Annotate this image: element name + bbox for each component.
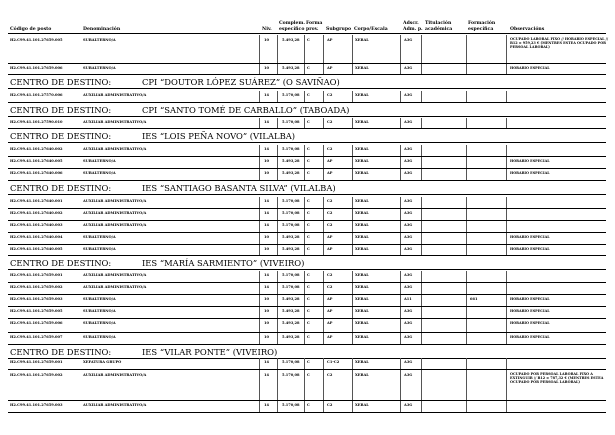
cell-observacions: HORARIO ESPECIAL bbox=[510, 159, 550, 163]
cell-forma: C bbox=[307, 373, 310, 377]
column-divider bbox=[506, 370, 507, 401]
cell-complemento: 5.170,08 bbox=[282, 120, 300, 124]
cell-codigo: H2.C99.41.101.27659.007 bbox=[10, 335, 63, 339]
header-adscripcion-l2: Adm. p. bbox=[403, 27, 423, 32]
cell-codigo: H2.C99.41.101.27659.002 bbox=[10, 373, 63, 377]
cell-denominacion: SUBALTERNO/A bbox=[83, 297, 116, 301]
row-rule bbox=[8, 344, 606, 345]
cell-nivel: 14 bbox=[264, 285, 270, 289]
row-rule bbox=[8, 294, 606, 295]
cell-codigo: H2.C99.41.101.27659.006 bbox=[10, 66, 63, 70]
cell-complemento: 5.493,28 bbox=[282, 247, 300, 251]
cell-corpo: XERAL bbox=[355, 360, 369, 364]
cell-forma: C bbox=[307, 66, 310, 70]
cell-codigo: H2.C99.41.101.27659.006 bbox=[10, 321, 63, 325]
cell-subgrupo: AP bbox=[327, 66, 333, 70]
cell-complemento: 5.493,28 bbox=[282, 321, 300, 325]
cell-nivel: 10 bbox=[264, 335, 270, 339]
cell-codigo: H2.C99.41.101.27570.006 bbox=[10, 93, 63, 97]
column-divider bbox=[352, 370, 353, 401]
cell-corpo: XERAL bbox=[355, 273, 369, 277]
cell-corpo: XERAL bbox=[355, 38, 369, 42]
cell-forma: C bbox=[307, 360, 310, 364]
centro-destino-heading bbox=[10, 78, 340, 87]
column-divider bbox=[277, 370, 278, 401]
cell-denominacion: AUXILIAR ADMINISTRATIVO/A bbox=[83, 199, 147, 203]
cell-forma: C bbox=[307, 335, 310, 339]
cell-subgrupo: AP bbox=[327, 309, 333, 313]
cell-forma: C bbox=[307, 309, 310, 313]
cell-observacions: HORARIO ESPECIAL bbox=[510, 309, 550, 313]
cell-formacion: 661 bbox=[470, 297, 478, 301]
column-divider bbox=[421, 370, 422, 401]
cell-corpo: XERAL bbox=[355, 335, 369, 339]
cell-adscripcion: A11 bbox=[404, 297, 412, 301]
cell-subgrupo: AP bbox=[327, 247, 333, 251]
cell-observacions: HORARIO ESPECIAL bbox=[510, 235, 550, 239]
cell-adscripcion: A3G bbox=[404, 285, 413, 289]
cell-nivel: 10 bbox=[264, 171, 270, 175]
column-divider bbox=[400, 35, 401, 64]
cell-adscripcion: A3G bbox=[404, 38, 413, 42]
cell-complemento: 5.170,08 bbox=[282, 403, 300, 407]
cell-complemento: 5.170,08 bbox=[282, 211, 300, 215]
cell-subgrupo: C2 bbox=[327, 273, 333, 277]
cell-denominacion: SUBALTERNO/A bbox=[83, 171, 116, 175]
row-rule bbox=[8, 244, 606, 245]
row-rule bbox=[8, 255, 606, 256]
centro-destino-label: CENTRO DE DESTINO: bbox=[10, 347, 112, 357]
cell-subgrupo: C2 bbox=[327, 285, 333, 289]
row-rule bbox=[8, 180, 606, 181]
cell-codigo: H2.C99.41.101.27659.003 bbox=[10, 297, 63, 301]
cell-nivel: 14 bbox=[264, 120, 270, 124]
cell-forma: C bbox=[307, 120, 310, 124]
header-subgrupo: Subgrupo bbox=[326, 27, 352, 32]
cell-adscripcion: A3G bbox=[404, 360, 413, 364]
centro-destino-title: CPI “SANTO TOMÉ DE CARBALLO” (TABOADA) bbox=[142, 105, 350, 115]
row-rule bbox=[8, 232, 606, 233]
cell-subgrupo: AP bbox=[327, 321, 333, 325]
cell-corpo: XERAL bbox=[355, 147, 369, 151]
cell-subgrupo: C2 bbox=[327, 373, 333, 377]
row-rule bbox=[8, 208, 606, 209]
cell-subgrupo: C2 bbox=[327, 120, 333, 124]
row-rule bbox=[8, 63, 606, 64]
cell-complemento: 5.493,28 bbox=[282, 66, 300, 70]
column-divider bbox=[421, 35, 422, 64]
cell-denominacion: AUXILIAR ADMINISTRATIVO/A bbox=[83, 403, 147, 407]
cell-adscripcion: A3G bbox=[404, 93, 413, 97]
column-divider bbox=[304, 370, 305, 401]
column-divider bbox=[259, 370, 260, 401]
cell-complemento: 5.493,28 bbox=[282, 297, 300, 301]
cell-complemento: 5.170,08 bbox=[282, 147, 300, 151]
column-divider bbox=[323, 370, 324, 401]
cell-adscripcion: A3G bbox=[404, 171, 413, 175]
centro-destino-title: IES “SANTIAGO BASANTA SILVA” (VILALBA) bbox=[142, 183, 336, 193]
cell-codigo: H2.C99.41.101.27659.003 bbox=[10, 403, 63, 407]
header-formacion-l2: específica bbox=[468, 27, 494, 32]
cell-adscripcion: A3G bbox=[404, 273, 413, 277]
cell-denominacion: AUXILIAR ADMINISTRATIVO/A bbox=[83, 120, 147, 124]
cell-codigo: H2.C99.41.101.27659.001 bbox=[10, 273, 63, 277]
cell-forma: C bbox=[307, 285, 310, 289]
centro-destino-title: IES “MARÍA SARMIENTO” (VIVEIRO) bbox=[142, 258, 305, 268]
cell-denominacion: SUBALTERNO/A bbox=[83, 335, 116, 339]
header-adscripcion-l1: Adscr. bbox=[403, 21, 419, 26]
cell-forma: C bbox=[307, 147, 310, 151]
cell-corpo: XERAL bbox=[355, 285, 369, 289]
cell-adscripcion: A3G bbox=[404, 321, 413, 325]
cell-nivel: 14 bbox=[264, 199, 270, 203]
cell-adscripcion: A3G bbox=[404, 335, 413, 339]
cell-denominacion: SUBALTERNO/A bbox=[83, 66, 116, 70]
cell-subgrupo: AP bbox=[327, 171, 333, 175]
cell-adscripcion: A3G bbox=[404, 223, 413, 227]
cell-denominacion: AUXILIAR ADMINISTRATIVO/A bbox=[83, 273, 147, 277]
cell-corpo: XERAL bbox=[355, 321, 369, 325]
header-forma-l1: Forma bbox=[306, 21, 323, 26]
cell-subgrupo: AP bbox=[327, 335, 333, 339]
column-divider bbox=[304, 35, 305, 64]
cell-nivel: 10 bbox=[264, 235, 270, 239]
cell-complemento: 5.493,28 bbox=[282, 309, 300, 313]
cell-corpo: XERAL bbox=[355, 211, 369, 215]
centro-destino-heading bbox=[10, 132, 295, 141]
cell-forma: C bbox=[307, 403, 310, 407]
cell-codigo: H2.C99.41.101.27640.004 bbox=[10, 235, 63, 239]
header-nivel: Niv. bbox=[262, 27, 272, 32]
cell-observacions: OCUPADO LABORAL FIXO // HORARIO ESPECIAL // B12 = 959,23 € (MENTRES ESTEA OCUPADO POR PERSOAL LABORAL) bbox=[510, 37, 609, 50]
header-titulacion-l2: académica bbox=[425, 27, 453, 32]
cell-codigo: H2.C99.41.101.27640.002 bbox=[10, 147, 63, 151]
cell-observacions: OCUPADO POR PERSOAL LABORAL FIXO A EXTINGUIR // B12 = 787,32 € (MENTRES ESTEA OCUPADO POR PERSOAL LABORAL) bbox=[510, 372, 604, 385]
section-rule bbox=[8, 116, 606, 117]
cell-codigo: H2.C99.41.101.27640.005 bbox=[10, 159, 63, 163]
cell-adscripcion: A3G bbox=[404, 247, 413, 251]
cell-subgrupo: C2 bbox=[327, 211, 333, 215]
cell-subgrupo: C2 bbox=[327, 147, 333, 151]
header-rule bbox=[8, 33, 606, 34]
cell-corpo: XERAL bbox=[355, 309, 369, 313]
row-rule bbox=[8, 128, 606, 129]
cell-adscripcion: A3G bbox=[404, 147, 413, 151]
cell-complemento: 5.170,08 bbox=[282, 223, 300, 227]
cell-codigo: H2.C99.41.101.27659.002 bbox=[10, 285, 63, 289]
cell-complemento: 5.170,08 bbox=[282, 199, 300, 203]
cell-codigo: H2.C99.41.101.27590.010 bbox=[10, 120, 63, 124]
cell-nivel: 14 bbox=[264, 373, 270, 377]
cell-corpo: XERAL bbox=[355, 373, 369, 377]
cell-adscripcion: A3G bbox=[404, 235, 413, 239]
centro-destino-label: CENTRO DE DESTINO: bbox=[10, 77, 112, 87]
cell-denominacion: AUXILIAR ADMINISTRATIVO/A bbox=[83, 373, 147, 377]
cell-observacions: HORARIO ESPECIAL bbox=[510, 171, 550, 175]
centro-destino-label: CENTRO DE DESTINO: bbox=[10, 258, 112, 268]
cell-nivel: 14 bbox=[264, 223, 270, 227]
cell-corpo: XERAL bbox=[355, 159, 369, 163]
column-divider bbox=[400, 370, 401, 401]
centro-destino-title: IES “LOIS PEÑA NOVO” (VILALBA) bbox=[142, 131, 296, 141]
column-divider bbox=[304, 319, 305, 333]
cell-nivel: 14 bbox=[264, 93, 270, 97]
column-divider bbox=[277, 35, 278, 64]
cell-corpo: XERAL bbox=[355, 297, 369, 301]
cell-forma: C bbox=[307, 273, 310, 277]
cell-denominacion: AUXILIAR ADMINISTRATIVO/A bbox=[83, 211, 147, 215]
cell-codigo: H2.C99.41.101.27659.005 bbox=[10, 38, 63, 42]
cell-complemento: 5.493,28 bbox=[282, 171, 300, 175]
column-divider bbox=[323, 35, 324, 64]
header-complemento-l2: específico bbox=[279, 27, 305, 32]
column-divider bbox=[323, 319, 324, 333]
row-rule bbox=[8, 306, 606, 307]
row-rule bbox=[8, 369, 606, 370]
cell-denominacion: AUXILIAR ADMINISTRATIVO/A bbox=[83, 223, 147, 227]
cell-forma: C bbox=[307, 247, 310, 251]
cell-complemento: 5.170,08 bbox=[282, 285, 300, 289]
row-rule bbox=[8, 332, 606, 333]
cell-denominacion: SUBALTERNO/A bbox=[83, 247, 116, 251]
section-rule bbox=[8, 194, 606, 195]
cell-subgrupo: AP bbox=[327, 159, 333, 163]
cell-denominacion: AUXILIAR ADMINISTRATIVO/A bbox=[83, 285, 147, 289]
cell-forma: C bbox=[307, 235, 310, 239]
cell-complemento: 5.170,08 bbox=[282, 93, 300, 97]
centro-destino-label: CENTRO DE DESTINO: bbox=[10, 183, 112, 193]
centro-destino-title: CPI “DOUTOR LÓPEZ SUÁREZ” (O SAVIÑAO) bbox=[142, 77, 340, 87]
column-divider bbox=[352, 35, 353, 64]
cell-observacions: HORARIO ESPECIAL bbox=[510, 247, 550, 251]
centro-destino-heading bbox=[10, 106, 349, 115]
section-rule bbox=[8, 142, 606, 143]
cell-nivel: 14 bbox=[264, 403, 270, 407]
cell-adscripcion: A3G bbox=[404, 373, 413, 377]
cell-codigo: H2.C99.41.101.27640.001 bbox=[10, 199, 63, 203]
cell-adscripcion: A3G bbox=[404, 199, 413, 203]
cell-subgrupo: C2 bbox=[327, 403, 333, 407]
row-rule bbox=[8, 156, 606, 157]
centro-destino-label: CENTRO DE DESTINO: bbox=[10, 105, 112, 115]
cell-corpo: XERAL bbox=[355, 247, 369, 251]
cell-nivel: 10 bbox=[264, 38, 270, 42]
cell-forma: C bbox=[307, 211, 310, 215]
cell-nivel: 10 bbox=[264, 159, 270, 163]
cell-corpo: XERAL bbox=[355, 235, 369, 239]
column-divider bbox=[466, 370, 467, 401]
cell-subgrupo: AP bbox=[327, 38, 333, 42]
header-codigo: Código de posto bbox=[10, 27, 52, 32]
cell-denominacion: XEFATURA GRUPO bbox=[83, 360, 122, 364]
cell-complemento: 5.493,28 bbox=[282, 38, 300, 42]
cell-adscripcion: A3G bbox=[404, 403, 413, 407]
cell-denominacion: SUBALTERNO/A bbox=[83, 38, 116, 42]
cell-nivel: 10 bbox=[264, 309, 270, 313]
cell-adscripcion: A3G bbox=[404, 159, 413, 163]
column-divider bbox=[352, 319, 353, 333]
cell-subgrupo: AP bbox=[327, 235, 333, 239]
cell-complemento: 5.493,28 bbox=[282, 335, 300, 339]
cell-forma: C bbox=[307, 38, 310, 42]
cell-subgrupo: C2 bbox=[327, 223, 333, 227]
centro-destino-label: CENTRO DE DESTINO: bbox=[10, 131, 112, 141]
section-rule bbox=[8, 358, 606, 359]
cell-complemento: 5.170,08 bbox=[282, 373, 300, 377]
cell-codigo: H2.C99.41.101.27659.001 bbox=[10, 360, 63, 364]
cell-denominacion: SUBALTERNO/A bbox=[83, 235, 116, 239]
cell-subgrupo: C1-C2 bbox=[327, 360, 340, 364]
cell-nivel: 10 bbox=[264, 247, 270, 251]
cell-subgrupo: C2 bbox=[327, 199, 333, 203]
column-divider bbox=[259, 35, 260, 64]
cell-nivel: 14 bbox=[264, 273, 270, 277]
section-rule bbox=[8, 88, 606, 89]
cell-corpo: XERAL bbox=[355, 120, 369, 124]
cell-forma: C bbox=[307, 199, 310, 203]
cell-observacions: HORARIO ESPECIAL bbox=[510, 335, 550, 339]
cell-adscripcion: A3G bbox=[404, 66, 413, 70]
cell-denominacion: AUXILIAR ADMINISTRATIVO/A bbox=[83, 147, 147, 151]
column-divider bbox=[466, 35, 467, 64]
cell-denominacion: AUXILIAR ADMINISTRATIVO/A bbox=[83, 93, 147, 97]
header-complemento-l1: Complem. bbox=[279, 21, 305, 26]
cell-complemento: 5.493,28 bbox=[282, 159, 300, 163]
centro-destino-heading bbox=[10, 348, 277, 357]
cell-forma: C bbox=[307, 93, 310, 97]
column-divider bbox=[421, 319, 422, 333]
section-rule bbox=[8, 269, 606, 270]
cell-forma: C bbox=[307, 223, 310, 227]
cell-denominacion: SUBALTERNO/A bbox=[83, 159, 116, 163]
cell-denominacion: SUBALTERNO/A bbox=[83, 321, 116, 325]
cell-adscripcion: A3G bbox=[404, 211, 413, 215]
centro-destino-heading bbox=[10, 184, 336, 193]
cell-corpo: XERAL bbox=[355, 223, 369, 227]
cell-nivel: 14 bbox=[264, 147, 270, 151]
header-titulacion-l1: Titulación bbox=[425, 21, 452, 26]
column-divider bbox=[506, 319, 507, 333]
header-denominacion: Denominación bbox=[83, 27, 121, 32]
centro-destino-heading bbox=[10, 259, 304, 268]
cell-codigo: H2.C99.41.101.27640.005 bbox=[10, 247, 63, 251]
cell-observacions: HORARIO ESPECIAL bbox=[510, 297, 550, 301]
row-rule bbox=[8, 74, 606, 75]
cell-adscripcion: A3G bbox=[404, 309, 413, 313]
row-rule bbox=[8, 318, 606, 319]
cell-observacions: HORARIO ESPECIAL bbox=[510, 66, 550, 70]
cell-observacions: HORARIO ESPECIAL bbox=[510, 321, 550, 325]
cell-codigo: H2.C99.41.101.27640.002 bbox=[10, 211, 63, 215]
cell-codigo: H2.C99.41.101.27640.006 bbox=[10, 171, 63, 175]
cell-subgrupo: C2 bbox=[327, 93, 333, 97]
cell-denominacion: SUBALTERNO/A bbox=[83, 309, 116, 313]
column-divider bbox=[277, 319, 278, 333]
header-forma-l2: prov. bbox=[306, 27, 319, 32]
cell-corpo: XERAL bbox=[355, 171, 369, 175]
row-rule bbox=[8, 400, 606, 401]
cell-subgrupo: AP bbox=[327, 297, 333, 301]
cell-complemento: 5.170,08 bbox=[282, 360, 300, 364]
cell-forma: C bbox=[307, 321, 310, 325]
row-rule bbox=[8, 102, 606, 103]
cell-corpo: XERAL bbox=[355, 93, 369, 97]
cell-forma: C bbox=[307, 171, 310, 175]
cell-nivel: 14 bbox=[264, 360, 270, 364]
cell-codigo: H2.C99.41.101.27659.005 bbox=[10, 309, 63, 313]
cell-nivel: 10 bbox=[264, 321, 270, 325]
column-divider bbox=[466, 319, 467, 333]
header-observacions: Observacións bbox=[510, 27, 545, 32]
column-divider bbox=[506, 35, 507, 64]
header-formacion-l1: Formación bbox=[468, 21, 496, 26]
cell-complemento: 5.493,28 bbox=[282, 235, 300, 239]
cell-forma: C bbox=[307, 159, 310, 163]
row-rule bbox=[8, 168, 606, 169]
cell-codigo: H2.C99.41.101.27640.003 bbox=[10, 223, 63, 227]
cell-forma: C bbox=[307, 297, 310, 301]
cell-corpo: XERAL bbox=[355, 66, 369, 70]
cell-complemento: 5.170,08 bbox=[282, 273, 300, 277]
cell-adscripcion: A3G bbox=[404, 120, 413, 124]
cell-corpo: XERAL bbox=[355, 403, 369, 407]
row-rule bbox=[8, 220, 606, 221]
row-rule bbox=[8, 282, 606, 283]
column-divider bbox=[400, 319, 401, 333]
cell-nivel: 10 bbox=[264, 297, 270, 301]
row-rule bbox=[8, 412, 606, 413]
centro-destino-title: IES “VILAR PONTE” (VIVEIRO) bbox=[142, 347, 278, 357]
cell-corpo: XERAL bbox=[355, 199, 369, 203]
cell-nivel: 10 bbox=[264, 66, 270, 70]
header-corpo-escala: Corpo/Escala bbox=[354, 27, 388, 32]
column-divider bbox=[259, 319, 260, 333]
cell-nivel: 14 bbox=[264, 211, 270, 215]
